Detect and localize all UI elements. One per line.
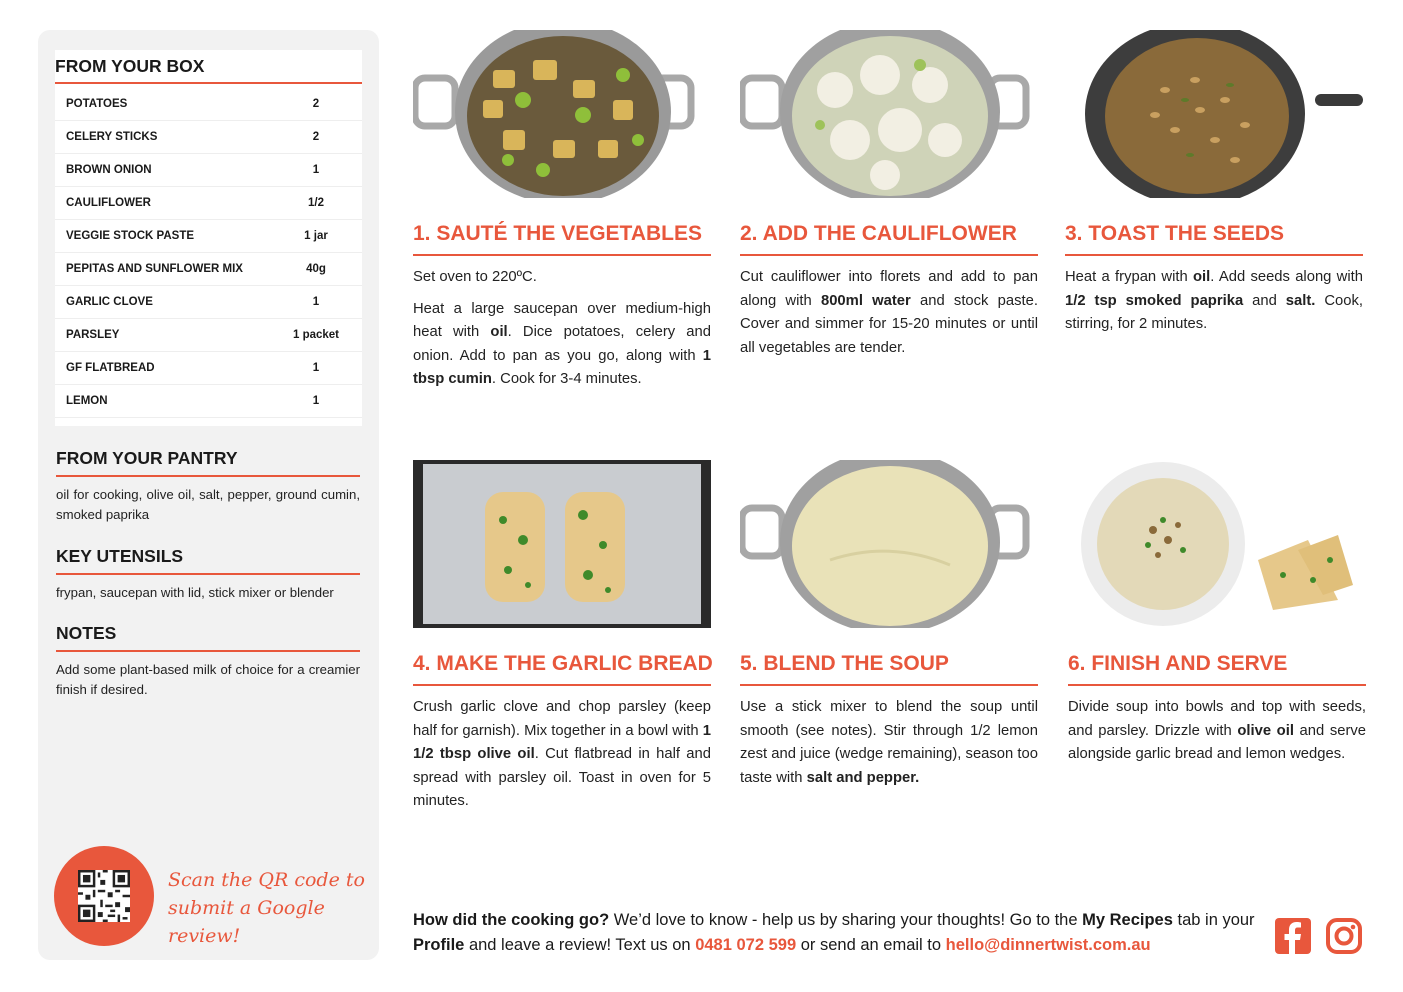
footer-text-4: or send an email to <box>796 936 946 954</box>
qr-caption-line1: Scan the QR code to <box>168 869 365 891</box>
step-1-title: 1. SAUTÉ THE VEGETABLES <box>413 222 711 256</box>
step-1-p2: Heat a large saucepan over medium-high heat with oil. Dice potatoes, celery and onion. Add to pan as you go, along with 1 tbsp cumin. Cook for 3-4 minutes. <box>413 300 711 387</box>
saute-vegetables-photo <box>413 30 711 198</box>
notes-title: NOTES <box>56 623 360 652</box>
pantry-title: FROM YOUR PANTRY <box>56 448 360 477</box>
from-your-box-title: FROM YOUR BOX <box>55 50 362 84</box>
ingredient-name: POTATOES <box>55 88 270 121</box>
footer-text-2: tab in your <box>1172 911 1255 929</box>
garlic-bread-photo <box>413 460 711 628</box>
ingredient-name: BROWN ONION <box>55 154 270 187</box>
email-link[interactable]: hello@dinnertwist.com.au <box>945 936 1151 954</box>
ingredient-qty: 1 jar <box>270 220 362 253</box>
from-your-box-card <box>55 50 362 426</box>
step-6-p1: Divide soup into bowls and top with seeds, and parsley. Drizzle with olive oil and serve alongside garlic bread and lemon wedges. <box>1068 699 1367 762</box>
utensils-section <box>56 546 360 603</box>
ingredient-name: PARSLEY <box>55 319 270 352</box>
step-3-title: 3. TOAST THE SEEDS <box>1065 222 1363 256</box>
ingredient-row <box>55 286 362 319</box>
step-5-body <box>740 696 1038 798</box>
step-2-p1: Cut cauliflower into florets and add to pan along with 800ml water and stock paste. Cover and simmer for 15-20 minutes or until all vegetables are tender. <box>740 269 1038 356</box>
ingredient-name: PEPITAS AND SUNFLOWER MIX <box>55 253 270 286</box>
ingredient-qty: 2 <box>270 88 362 121</box>
ingredient-name: VEGGIE STOCK PASTE <box>55 220 270 253</box>
qr-code-icon <box>78 870 130 922</box>
ingredient-qty: 40g <box>270 253 362 286</box>
step-4-title: 4. MAKE THE GARLIC BREAD <box>413 652 711 686</box>
step-3-body <box>1065 266 1363 345</box>
qr-code-badge[interactable] <box>54 846 154 946</box>
profile-link[interactable]: Profile <box>413 936 465 954</box>
ingredient-name: LEMON <box>55 385 270 418</box>
phone-link[interactable]: 0481 072 599 <box>695 936 797 954</box>
ingredient-row <box>55 121 362 154</box>
step-1-p1: Set oven to 220ºC. <box>413 269 537 285</box>
ingredient-row <box>55 385 362 418</box>
ingredient-name: GF FLATBREAD <box>55 352 270 385</box>
ingredient-row <box>55 319 362 352</box>
ingredient-row <box>55 88 362 121</box>
qr-caption-line2: submit a Google review! <box>168 897 325 947</box>
ingredient-qty: 1 <box>270 352 362 385</box>
step-1-body <box>413 266 711 400</box>
blend-soup-photo <box>740 460 1038 628</box>
ingredient-name: GARLIC CLOVE <box>55 286 270 319</box>
pantry-text: oil for cooking, olive oil, salt, pepper, ground cumin, smoked paprika <box>56 487 360 522</box>
step-5-p1: Use a stick mixer to blend the soup until smooth (see notes). Stir through 1/2 lemon zest and juice (wedge remaining), season too taste with salt and pepper. <box>740 699 1038 786</box>
ingredient-qty: 1 <box>270 154 362 187</box>
toast-seeds-photo <box>1065 30 1363 198</box>
ingredient-row <box>55 187 362 220</box>
step-2-body <box>740 266 1038 368</box>
my-recipes-link[interactable]: My Recipes <box>1082 911 1173 929</box>
ingredient-qty: 2 <box>270 121 362 154</box>
add-cauliflower-photo <box>740 30 1038 198</box>
footer-text-3: and leave a review! Text us on <box>464 936 696 954</box>
notes-section <box>56 623 360 700</box>
ingredient-qty: 1 packet <box>270 319 362 352</box>
ingredient-name: CELERY STICKS <box>55 121 270 154</box>
footer-text-1: We’d love to know - help us by sharing your thoughts! Go to the <box>609 911 1083 929</box>
step-6-title: 6. FINISH AND SERVE <box>1068 652 1366 686</box>
finish-and-serve-photo <box>1068 460 1366 628</box>
step-4-p1: Crush garlic clove and chop parsley (keep half for garnish). Mix together in a bowl with 1 1/2 tbsp olive oil. Cut flatbread in half and spread with parsley oil. Toast in oven for 5 minutes. <box>413 699 711 809</box>
pantry-section <box>56 448 360 525</box>
sidebar <box>38 30 379 960</box>
ingredient-row <box>55 154 362 187</box>
step-3-p1: Heat a frypan with oil. Add seeds along with 1/2 tsp smoked paprika and salt. Cook, stirring, for 2 minutes. <box>1065 269 1363 332</box>
utensils-text: frypan, saucepan with lid, stick mixer or blender <box>56 585 334 600</box>
step-6-body <box>1068 696 1366 775</box>
utensils-title: KEY UTENSILS <box>56 546 360 575</box>
ingredient-qty: 1 <box>270 385 362 418</box>
instagram-icon[interactable] <box>1326 918 1362 954</box>
notes-text: Add some plant-based milk of choice for a creamier finish if desired. <box>56 662 360 697</box>
step-5-title: 5. BLEND THE SOUP <box>740 652 1038 686</box>
ingredient-qty: 1/2 <box>270 187 362 220</box>
step-2-title: 2. ADD THE CAULIFLOWER <box>740 222 1038 256</box>
ingredient-qty: 1 <box>270 286 362 319</box>
ingredient-row <box>55 220 362 253</box>
ingredient-name: CAULIFLOWER <box>55 187 270 220</box>
step-4-body <box>413 696 711 822</box>
facebook-icon[interactable] <box>1275 918 1311 954</box>
review-footer <box>413 908 1263 958</box>
ingredients-table <box>55 88 362 418</box>
qr-caption <box>168 866 368 950</box>
ingredient-row <box>55 253 362 286</box>
footer-question: How did the cooking go? <box>413 911 610 929</box>
ingredient-row <box>55 352 362 385</box>
